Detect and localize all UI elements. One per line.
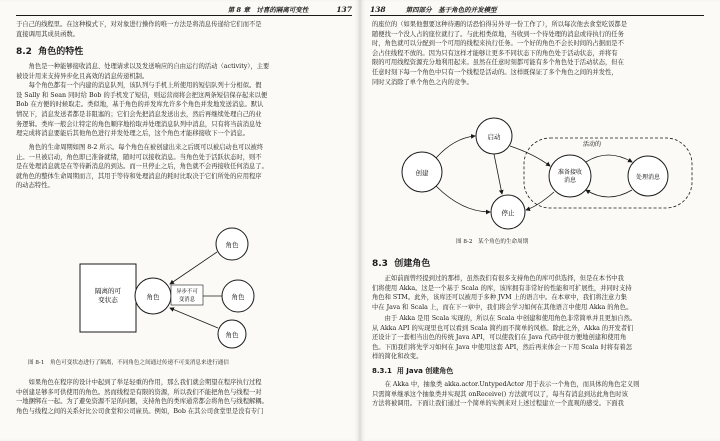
transition-arrow xyxy=(436,186,490,212)
subsection-title: 用 Java 创建角色 xyxy=(396,367,454,375)
left-intro xyxy=(16,20,350,39)
peer-actor-label: 角色 xyxy=(225,331,239,339)
text-line: 如果角色在程序的设计中起到了举足轻重的作用，那么我们就会期望在程序执行过程 xyxy=(28,379,262,386)
start-label: 启动 xyxy=(487,133,501,141)
transition-arrow xyxy=(436,136,475,158)
active-state-label: 活动的 xyxy=(582,141,602,148)
center-actor-label: 角色 xyxy=(146,293,160,301)
text-line: 从 Akka API 的实现里也可以看到 Scala 简约而不简单的风格。除此之外，Akka 的开发者们 xyxy=(372,324,634,332)
text-line: 直接调用其成员函数。 xyxy=(16,30,79,38)
right-page-header xyxy=(370,4,704,16)
text-line: 角色是一种能够接收消息、处理请求以及发送响应的自由运行的活动（activity），主要 xyxy=(28,63,270,70)
ready-node xyxy=(549,155,591,197)
text-line: 中创建足够多可供使用的角色。然而线程是有限的资源，所以我们不能把角色与线程一对 xyxy=(16,388,262,396)
ready-label: 准备接收 xyxy=(557,169,583,176)
peer-actor-label: 角色 xyxy=(225,241,239,249)
paragraph xyxy=(16,62,350,139)
ready-label: 消息 xyxy=(563,177,577,184)
text-line: 是在处理消息就是在等待新消息的到达。而一旦停止之后，角色就不会再接收任何消息了。 xyxy=(16,163,268,171)
peer-actor-label: 角色 xyxy=(231,293,245,301)
text-line: 理完成将消息要能后其他角色进行并发处理之后，这个角色才能移接收下一个消息。 xyxy=(16,130,249,138)
actor-isolation-diagram xyxy=(60,222,300,350)
text-line: Bob 在方便的时候取走。类似地，基于角色的并发库允许多个角色并发地发送消息。默认 xyxy=(16,101,264,109)
text-line: 的座位的（如果他想要这种待遇的话恐怕得另外寻一份工作了），所以每次他去食堂吃饭都是 xyxy=(372,21,628,28)
text-line: 的动态特性。 xyxy=(16,182,54,190)
text-line: 时，角色就可以分配到一个可用的线程来执行任务。一个好的角色不会长时间的占据而是不 xyxy=(372,40,624,48)
create-label: 创建 xyxy=(415,169,429,177)
section-heading xyxy=(372,258,704,270)
paragraph xyxy=(16,143,350,191)
text-line: 限的可用线程资源充分地利用起来。虽然在任意时刻都可能有多个角色处于活动状态，但在 xyxy=(372,59,624,67)
section-number: 8.2 xyxy=(16,47,32,57)
text-line: 中在 Java 和 Scala 上，而在下一章中，我们将会学习如何在其他语言中使用 Akka 的角色。 xyxy=(372,303,633,311)
transition-arrow xyxy=(526,192,554,210)
right-page xyxy=(360,0,720,441)
subsection-heading xyxy=(372,366,704,376)
text-line: 角色和 STM。此外，该库还可以被用于多种 JVM 上的语言中。在本章中，我们将注意力集 xyxy=(372,294,627,302)
immutable-message-label: 变消息 xyxy=(178,297,196,303)
figure-caption: 图 8-2 某个角色的生命周期 xyxy=(456,239,529,245)
text-line: 角色与线程之间的关系好比公司食堂和公司雇员。例如，Bob 在其公司食堂里是没有专门 xyxy=(16,407,264,415)
transition-arrow xyxy=(510,146,550,166)
chapter-title: 第 8 章 讨喜的隔离可变性 xyxy=(227,6,309,14)
text-line: 任意时刻下每一个角色中只有一个线程是活动的。这样既保证了多个角色之间的并发性， xyxy=(372,68,618,76)
paragraph xyxy=(372,20,704,87)
text-line: 一地捆绑在一起。为了避免资源不足的问题，支持角色的类库通常都会将角色与线程解耦。 xyxy=(16,398,268,406)
text-line: 色。下面我们将先学习如何在 Java 中使用这套 API，然后再来体会一下用 Scala 时将有着怎 xyxy=(372,343,633,351)
text-line: 止。一旦被启动，角色即已准备就绪，随时可以接收消息。当角色处于活跃状态时，则不 xyxy=(16,153,262,161)
isolated-state-label: 隔离的可 xyxy=(95,287,121,295)
transition-arrow xyxy=(586,155,632,162)
paragraph xyxy=(372,380,704,409)
text-line: 在 Akka 中，抽象类 akka.actor.UntypedActor 用于表示一个角色，而具体的角色定义则 xyxy=(384,381,640,388)
section-number: 8.3 xyxy=(372,259,388,269)
text-line: 会占住线程不放的。因为只有这样才能够让更多不同状态下的角色处于活动状态，并将有 xyxy=(372,49,618,57)
transition-arrow xyxy=(494,154,502,194)
subsection-number: 8.3.1 xyxy=(372,367,392,375)
text-line: 们将使用 Akka。这是一个基于 Scala 的库，该库拥有非常好的性能和可扩展性，并同时支持 xyxy=(372,284,632,292)
text-line: 还设计了一套相当出色的传统 Java API，可以使我们在 Java 代码中很方便地创建和使用角 xyxy=(372,334,627,342)
section-heading xyxy=(16,46,350,58)
actor-lifecycle-diagram xyxy=(378,98,698,238)
text-line: 同时又消除了单个角色之内的竞争。 xyxy=(372,78,473,86)
message-arrow xyxy=(170,252,217,284)
stop-label: 停止 xyxy=(501,209,515,217)
page-number: 137 xyxy=(336,5,352,14)
part-title: 第四部分 基于角色的并发模型 xyxy=(405,6,497,14)
text-line: 角色的生命周期如图 8-2 所示。每个角色在被创建出来之后既可以被启动也可以被终 xyxy=(28,144,264,151)
figure-caption: 图 8-1 角色可变状态进行了隔离，不同角色之间通过传递不可变消息来进行通信 xyxy=(28,360,229,366)
section-title: 创建角色 xyxy=(394,259,431,269)
section-title: 角色的特性 xyxy=(38,47,84,57)
text-line: 情况下，消息发送者都是非阻塞的；它们会先把消息发送出去，然后再继续处理自己的业 xyxy=(16,110,262,118)
text-line: 被设计用来支持异步化且高效的消息传递机制。 xyxy=(16,72,149,80)
paragraph xyxy=(372,274,704,312)
transition-arrow xyxy=(586,190,632,197)
immutable-message-label: 异步不可 xyxy=(176,289,198,295)
isolated-state-label: 变状态 xyxy=(98,296,118,304)
paragraph xyxy=(372,314,704,362)
text-line: 每个角色都有一个内建的消息队列，该队列与手机上所使用的短信队列十分相似。假 xyxy=(28,82,262,90)
text-line: 只需简单继承这个抽象类并实现其 onReceive() 方法就可以了，每当有消息到达此角色时该 xyxy=(372,390,628,398)
text-line: 于自己的线程里。在这种模式下，对对象进行操作的唯一方法是将消息传递给它们而不是 xyxy=(16,21,262,28)
text-line: 方法将被调用。下面让我们通过一个简单的实例来对上述过程建立一个直观的感受。下面我 xyxy=(372,400,624,408)
text-line: 设 Sally 和 Sean 同时给 Bob 的手机发了短信，则运营商将会把这两条短信保存起来以便 xyxy=(16,91,268,99)
text-line: 样的简化和改变。 xyxy=(372,353,423,361)
page-number: 138 xyxy=(370,5,386,14)
text-line: 由于 Akka 是用 Scala 实现的，所以在 Scala 中创建和使用角色非常简单并且更加自然。 xyxy=(384,315,637,322)
left-page-header xyxy=(16,4,352,16)
text-line: 务逻辑。类库一般会让特定的角色顺序地拾取并处理消息队列中消息，只有将当前消息处 xyxy=(16,120,262,128)
text-line: 就角色的整体生命周期而言，其用于等待和处理消息的耗时比取决于它们所处的应用程序 xyxy=(16,172,262,180)
message-arrow xyxy=(170,308,218,328)
handling-label: 处理消息 xyxy=(635,174,661,181)
text-line: 正如前面曾经提到过的那样，虽然我们有很多支持角色的库可供选择，但是在本书中我 xyxy=(384,275,624,282)
paragraph xyxy=(16,378,350,416)
text-line: 随便找一个没人占的座位就行了。与此相类似地，当收到一个待处理的消息或待执行的任务 xyxy=(372,30,624,38)
